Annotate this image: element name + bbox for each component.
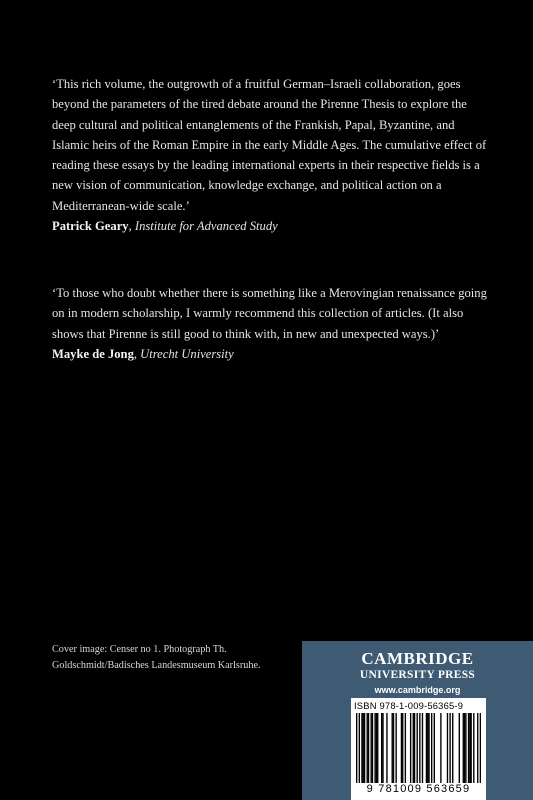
barcode-bar	[374, 713, 375, 783]
barcode-bar	[381, 713, 382, 783]
barcode-bar	[473, 713, 474, 783]
publisher-press: UNIVERSITY PRESS	[359, 669, 476, 681]
barcode-bar	[382, 713, 383, 783]
barcode-bar	[368, 713, 369, 783]
quote-author: Patrick Geary	[52, 219, 129, 234]
quote-attribution: Patrick Geary, Institute for Advanced Study	[52, 219, 278, 234]
isbn-label: ISBN 978-1-009-56365-9	[354, 700, 464, 711]
barcode-bar	[452, 713, 453, 783]
barcode-bars	[356, 713, 481, 783]
barcode-bar	[417, 713, 418, 783]
barcode-bar	[401, 713, 402, 783]
quote-author: Mayke de Jong	[52, 346, 134, 361]
barcode-bar	[361, 713, 362, 783]
quote-affiliation: Institute for Advanced Study	[134, 219, 278, 234]
barcode-digits: 9 781009 563659	[366, 783, 471, 795]
barcode-bar	[428, 713, 429, 783]
barcode-bar	[376, 713, 377, 783]
publisher-block	[302, 641, 533, 800]
barcode-bar	[356, 713, 357, 783]
barcode-bar	[431, 713, 432, 783]
barcode-bar	[477, 713, 478, 783]
barcode-bar	[367, 713, 368, 783]
quote-text: ‘To those who doubt whether there is something like a Merovingian renaissance going on in modern scholarship, I warmly recommend this collection of articles. (It also shows that Pirenne is still good to think with, in new and unexpected ways.)’	[52, 286, 487, 341]
barcode-bar	[413, 713, 414, 783]
barcode-bar	[395, 713, 396, 783]
barcode-bar	[463, 713, 464, 783]
barcode-bar	[410, 713, 411, 783]
barcode-bar	[419, 713, 420, 783]
barcode-bar	[447, 713, 448, 783]
barcode-bar	[470, 713, 471, 783]
publisher-website: www.cambridge.org	[374, 685, 461, 695]
barcode-bar	[459, 713, 460, 783]
quote-affiliation: Utrecht University	[140, 346, 234, 361]
barcode-bar	[359, 713, 360, 783]
quote-text: ‘This rich volume, the outgrowth of a fruitful German–Israeli collaboration, goes beyond the parameters of the tired debate around the Pirenne Thesis to explore the deep cultural and political entanglements of the Frankish, Papal, Byzantine, and Islamic heirs of the Roman Empire in the early Middle Ages. The cumulative effect of reading these essays by the leading international experts in their respective fields is a new vision of communication, knowledge exchange, and political action on a Mediterranean-wide scale.’	[52, 77, 487, 213]
barcode-bar	[434, 713, 435, 783]
barcode-bar	[392, 713, 393, 783]
barcode	[351, 698, 486, 800]
barcode-bar	[386, 713, 387, 783]
barcode-bar	[402, 713, 403, 783]
barcode-bar	[468, 713, 469, 783]
barcode-bar	[414, 713, 415, 783]
cover-image-credit: Cover image: Censer no 1. Photograph Th. Goldschmidt/Badisches Landesmuseum Karlsruhe.	[52, 644, 261, 671]
barcode-bar	[427, 713, 428, 783]
publisher-name: CAMBRIDGE	[361, 649, 474, 668]
barcode-bar	[465, 713, 466, 783]
barcode-bar	[372, 713, 373, 783]
barcode-bar	[426, 713, 427, 783]
barcode-bar	[464, 713, 465, 783]
barcode-bar	[449, 713, 450, 783]
barcode-bar	[363, 713, 364, 783]
barcode-bar	[370, 713, 371, 783]
barcode-bar	[440, 713, 441, 783]
endorsement-quote-1	[52, 74, 492, 236]
barcode-bar	[405, 713, 406, 783]
barcode-bar	[480, 713, 481, 783]
quote-attribution: Mayke de Jong, Utrecht University	[52, 346, 234, 361]
barcode-bar	[393, 713, 394, 783]
endorsement-quote-2	[52, 283, 492, 364]
barcode-bar	[469, 713, 470, 783]
barcode-bar	[364, 713, 365, 783]
barcode-bar	[377, 713, 378, 783]
barcode-bar	[422, 713, 423, 783]
